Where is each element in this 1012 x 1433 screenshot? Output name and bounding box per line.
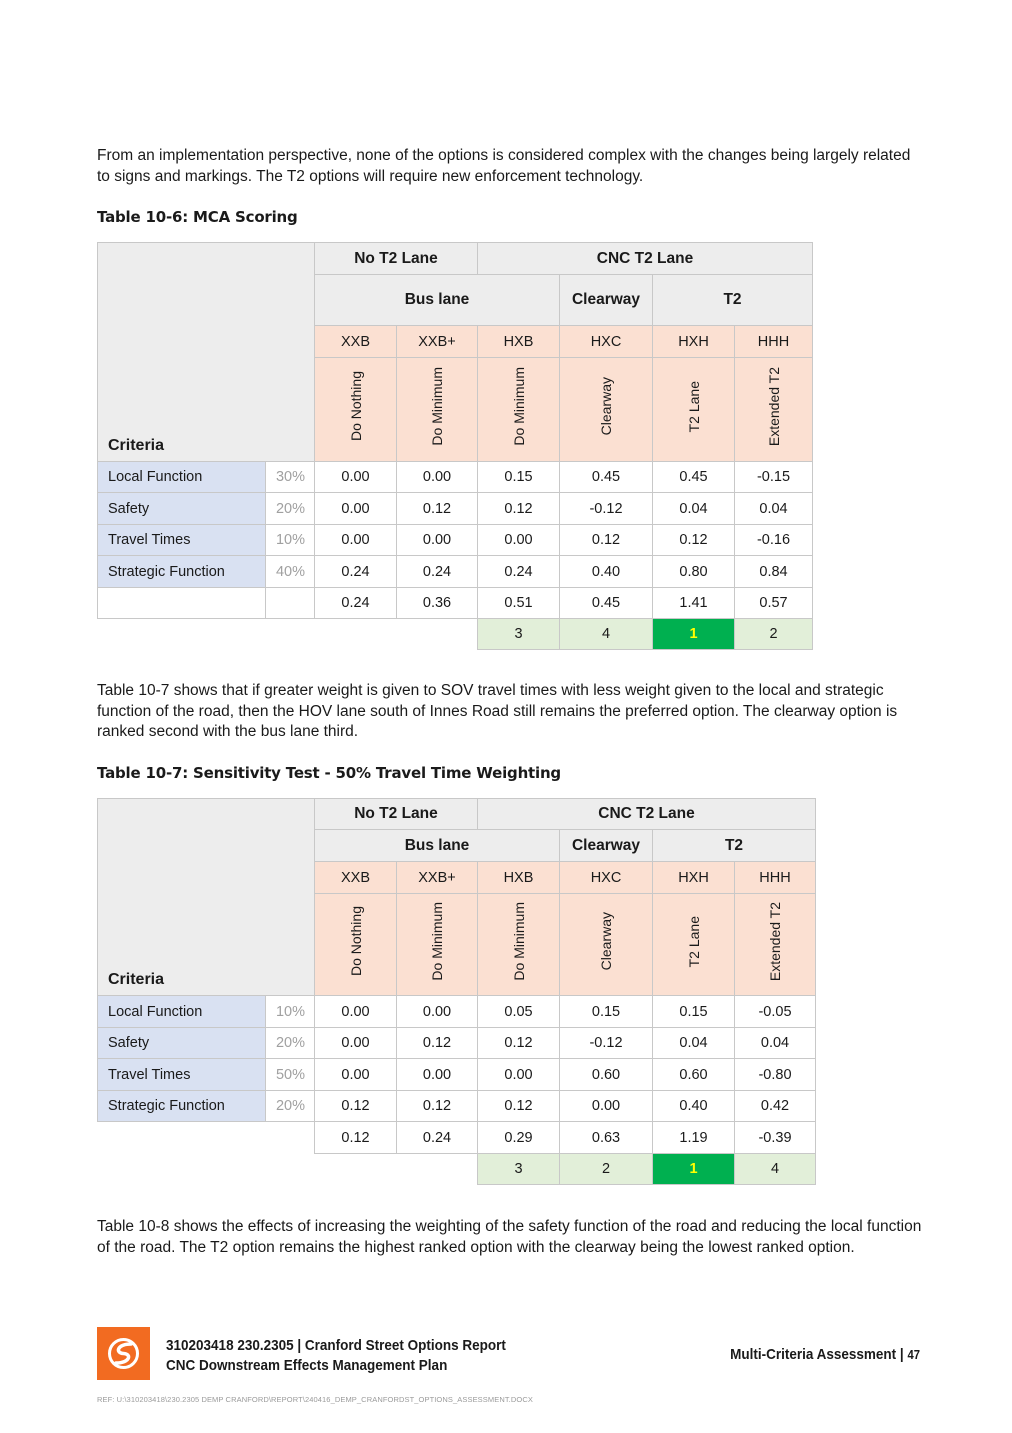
total-cell: 1.19 [653, 1122, 735, 1154]
rank-cell: 2 [735, 619, 813, 650]
rank-cell-top: 1 [653, 619, 735, 650]
score-cell: 0.00 [397, 525, 478, 556]
score-cell: 0.40 [560, 556, 653, 588]
table-row [98, 996, 816, 1028]
criterion-weight: 10% [266, 525, 315, 556]
criterion-weight: 30% [266, 462, 315, 493]
total-cell: 0.45 [560, 588, 653, 619]
subgroup-bus-lane: Bus lane [315, 275, 560, 326]
score-cell: 0.00 [397, 1059, 478, 1091]
option-code: XXB [315, 862, 397, 894]
score-cell: 0.12 [315, 1091, 397, 1122]
score-cell: -0.12 [560, 493, 653, 525]
group-no-t2-lane: No T2 Lane [315, 799, 478, 830]
score-cell: 0.05 [478, 996, 560, 1028]
criterion-name: Strategic Function [98, 556, 266, 588]
score-cell: 0.15 [478, 462, 560, 493]
score-cell: -0.16 [735, 525, 813, 556]
footer-section [730, 1346, 920, 1363]
total-cell: 0.63 [560, 1122, 653, 1154]
table-row [98, 1028, 816, 1059]
criterion-weight: 50% [266, 1059, 315, 1091]
logo-icon [97, 1327, 150, 1380]
footer-title [166, 1336, 506, 1376]
option-code: HXB [478, 326, 560, 358]
table-row [98, 1091, 816, 1122]
score-cell: 0.00 [315, 1059, 397, 1091]
subgroup-t2: T2 [653, 275, 813, 326]
score-cell: 0.45 [560, 462, 653, 493]
subgroup-bus-lane: Bus lane [315, 830, 560, 862]
total-cell: -0.39 [735, 1122, 816, 1154]
option-description: Do Minimum [478, 894, 560, 996]
score-cell: -0.05 [735, 996, 816, 1028]
score-cell: 0.00 [478, 1059, 560, 1091]
criteria-header: Criteria [98, 799, 315, 996]
rank-row [98, 1154, 816, 1185]
score-cell: 0.24 [397, 556, 478, 588]
subgroup-clearway: Clearway [560, 830, 653, 862]
table-row [98, 1059, 816, 1091]
rank-cell: 3 [478, 1154, 560, 1185]
rank-cell: 3 [478, 619, 560, 650]
score-cell: 0.12 [478, 1028, 560, 1059]
criterion-name: Safety [98, 493, 266, 525]
total-cell: 0.24 [315, 588, 397, 619]
mca-scoring-table [97, 242, 813, 650]
score-cell: 0.00 [478, 525, 560, 556]
section-name: Multi-Criteria Assessment | [730, 1346, 904, 1363]
option-code: HXC [560, 862, 653, 894]
criterion-name: Local Function [98, 462, 266, 493]
criterion-weight: 20% [266, 1028, 315, 1059]
paragraph-table-10-7-intro: Table 10-7 shows that if greater weight is given to SOV travel times with less weight given to the local and strategic function of the road, then the HOV lane south of Innes Road still remains the preferred option. The clearway option is ranked second with the bus lane third. [97, 682, 898, 740]
option-code: HXH [653, 326, 735, 358]
empty-cell [98, 588, 266, 619]
score-cell: -0.80 [735, 1059, 816, 1091]
totals-row [98, 1122, 816, 1154]
option-description: Do Minimum [397, 894, 478, 996]
footer-title-line2: CNC Downstream Effects Management Plan [166, 1357, 448, 1374]
table-caption-10-6: Table 10-6: MCA Scoring [97, 208, 298, 226]
criterion-name: Local Function [98, 996, 266, 1028]
score-cell: 0.15 [653, 996, 735, 1028]
option-description: Do Minimum [397, 358, 478, 462]
option-code: HHH [735, 862, 816, 894]
score-cell: 0.00 [315, 1028, 397, 1059]
score-cell: 0.04 [735, 493, 813, 525]
score-cell: 0.12 [560, 525, 653, 556]
score-cell: 0.12 [397, 1028, 478, 1059]
table-row [98, 462, 813, 493]
rank-cell: 2 [560, 1154, 653, 1185]
document-reference: REF: U:\310203418\230.2305 DEMP CRANFORD\REPORT\240416_DEMP_CRANFORDST_OPTIONS_ASSESSMENT.DOCX [97, 1395, 533, 1404]
rank-cell-top: 1 [653, 1154, 735, 1185]
option-code: HXH [653, 862, 735, 894]
option-code: XXB+ [397, 326, 478, 358]
score-cell: 0.24 [315, 556, 397, 588]
option-code: HXB [478, 862, 560, 894]
score-cell: 0.40 [653, 1091, 735, 1122]
score-cell: 0.80 [653, 556, 735, 588]
criterion-weight: 20% [266, 1091, 315, 1122]
score-cell: 0.24 [478, 556, 560, 588]
criterion-name: Safety [98, 1028, 266, 1059]
option-description: Extended T2 [735, 358, 813, 462]
score-cell: 0.12 [653, 525, 735, 556]
score-cell: -0.12 [560, 1028, 653, 1059]
option-description: Do Nothing [315, 358, 397, 462]
score-cell: 0.00 [560, 1091, 653, 1122]
total-cell: 0.29 [478, 1122, 560, 1154]
score-cell: 0.84 [735, 556, 813, 588]
table-row [98, 525, 813, 556]
rank-row [98, 619, 813, 650]
score-cell: 0.00 [315, 493, 397, 525]
rank-cell: 4 [560, 619, 653, 650]
total-cell: 0.12 [315, 1122, 397, 1154]
option-code: HXC [560, 326, 653, 358]
rank-cell: 4 [735, 1154, 816, 1185]
option-description: Do Nothing [315, 894, 397, 996]
table-row [98, 556, 813, 588]
table-caption-10-7: Table 10-7: Sensitivity Test - 50% Travel Time Weighting [97, 764, 561, 782]
score-cell: 0.45 [653, 462, 735, 493]
total-cell: 0.57 [735, 588, 813, 619]
company-logo [97, 1327, 150, 1380]
option-code: XXB+ [397, 862, 478, 894]
option-description: Clearway [560, 894, 653, 996]
score-cell: 0.60 [653, 1059, 735, 1091]
criteria-header: Criteria [98, 243, 315, 462]
criterion-name: Travel Times [98, 525, 266, 556]
score-cell: 0.00 [315, 525, 397, 556]
option-code: XXB [315, 326, 397, 358]
total-cell: 0.24 [397, 1122, 478, 1154]
group-cnc-t2-lane: CNC T2 Lane [478, 243, 813, 275]
totals-row [98, 588, 813, 619]
score-cell: 0.00 [397, 462, 478, 493]
page-number: 47 [907, 1348, 920, 1362]
score-cell: -0.15 [735, 462, 813, 493]
score-cell: 0.12 [397, 1091, 478, 1122]
group-no-t2-lane: No T2 Lane [315, 243, 478, 275]
score-cell: 0.00 [397, 996, 478, 1028]
option-description: T2 Lane [653, 894, 735, 996]
score-cell: 0.15 [560, 996, 653, 1028]
option-description: Do Minimum [478, 358, 560, 462]
criterion-weight: 20% [266, 493, 315, 525]
score-cell: 0.12 [478, 493, 560, 525]
criterion-name: Strategic Function [98, 1091, 266, 1122]
option-description: T2 Lane [653, 358, 735, 462]
option-code: HHH [735, 326, 813, 358]
subgroup-clearway: Clearway [560, 275, 653, 326]
paragraph-implementation: From an implementation perspective, none of the options is considered complex with the changes being largely related to signs and markings. The T2 options will require new enforcement technology. [97, 147, 911, 185]
score-cell: 0.04 [653, 493, 735, 525]
score-cell: 0.60 [560, 1059, 653, 1091]
total-cell: 0.51 [478, 588, 560, 619]
score-cell: 0.12 [397, 493, 478, 525]
option-description: Clearway [560, 358, 653, 462]
score-cell: 0.00 [315, 462, 397, 493]
score-cell: 0.12 [478, 1091, 560, 1122]
footer-title-line1: 310203418 230.2305 | Cranford Street Options Report [166, 1337, 506, 1354]
score-cell: 0.42 [735, 1091, 816, 1122]
group-cnc-t2-lane: CNC T2 Lane [478, 799, 816, 830]
option-description: Extended T2 [735, 894, 816, 996]
total-cell: 0.36 [397, 588, 478, 619]
table-row [98, 493, 813, 525]
empty-cell [266, 588, 315, 619]
score-cell: 0.04 [653, 1028, 735, 1059]
criterion-weight: 40% [266, 556, 315, 588]
paragraph-table-10-8-intro: Table 10-8 shows the effects of increasing the weighting of the safety function of the road and reducing the local function of the road. The T2 option remains the highest ranked option with the clearway being the lowest ranked option. [97, 1218, 922, 1256]
score-cell: 0.00 [315, 996, 397, 1028]
total-cell: 1.41 [653, 588, 735, 619]
criterion-name: Travel Times [98, 1059, 266, 1091]
subgroup-t2: T2 [653, 830, 816, 862]
score-cell: 0.04 [735, 1028, 816, 1059]
criterion-weight: 10% [266, 996, 315, 1028]
sensitivity-test-table [97, 798, 816, 1185]
